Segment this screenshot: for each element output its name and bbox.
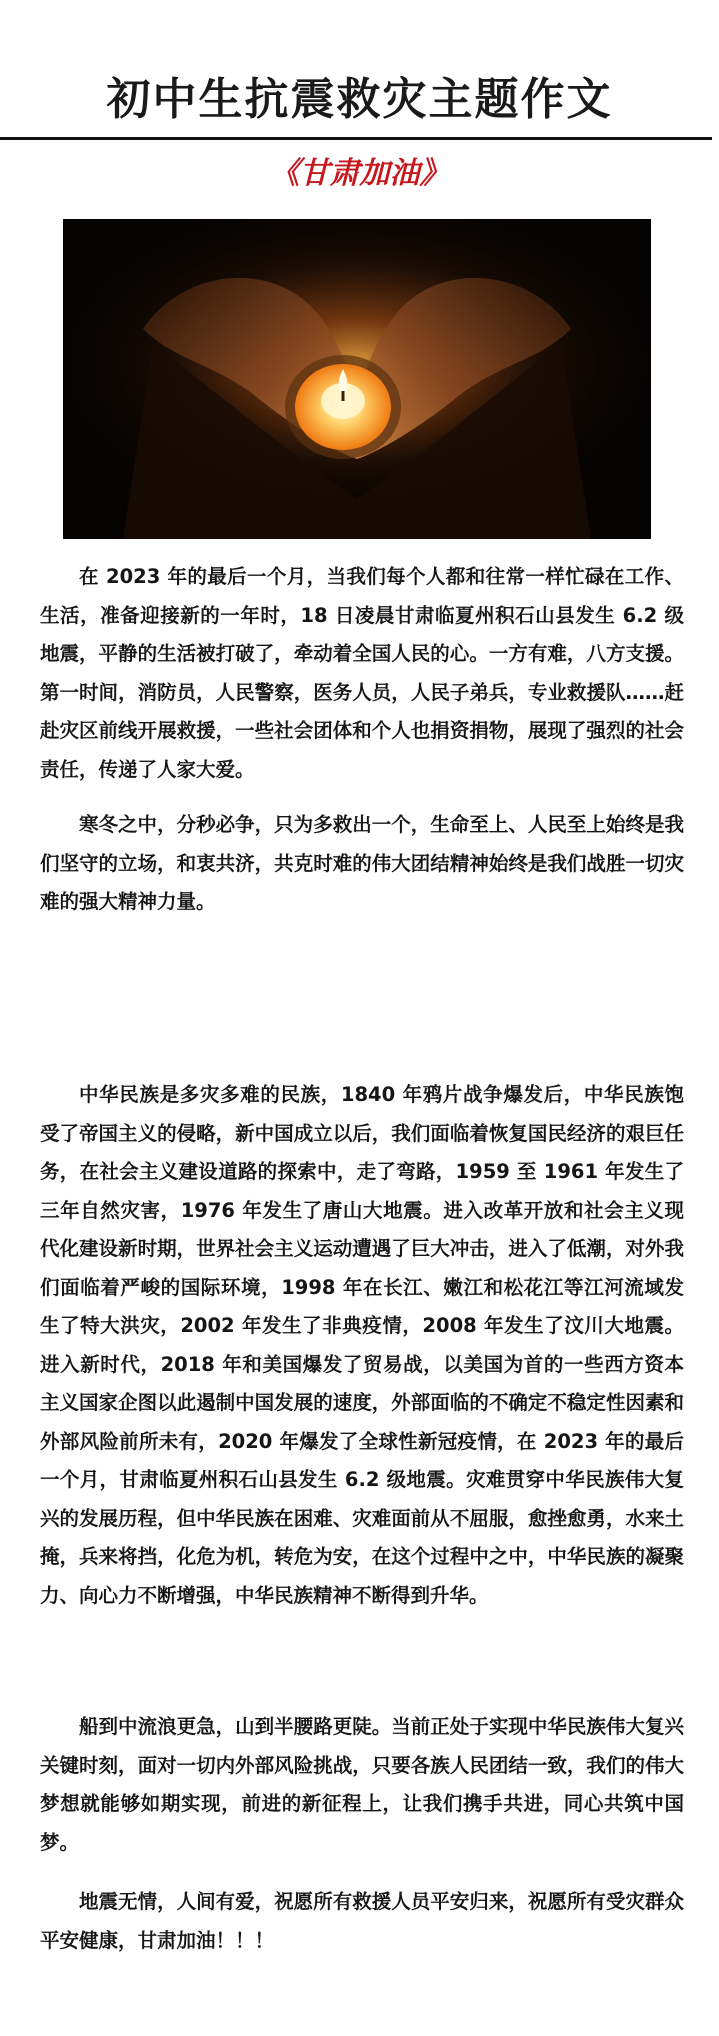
- paragraph-5: [40, 1883, 684, 1960]
- paragraph-3-text: 中华民族是多灾多难的民族，1840 年鸦片战争爆发后，中华民族饱受了帝国主义的侵略，新中国成立以后，我们面临着恢复国民经济的艰巨任务，在社会主义建设道路的探索中，走了弯路，1959 至 1961 年发生了三年自然灾害，1976 年发生了唐山大地震。进入改革开放和社会主义现代化建设新时期，世界社会主义运动遭遇了巨大冲击，进入了低潮，对外我们面临着严峻的国际环境，1998 年在长江、嫩江和松花江等江河流域发生了特大洪灾，2002 年发生了非典疫情，2008 年发生了汶川大地震。进入新时代，2018 年和美国爆发了贸易战，以美国为首的一些西方资本主义国家企图以此遏制中国发展的速度，外部面临的不确定不稳定性因素和外部风险前所未有，2020 年爆发了全球性新冠疫情，在 2023 年的最后一个月，甘肃临夏州积石山县发生 6.2 级地震。灾难贯穿中华民族伟大复兴的发展历程，但中华民族在困难、灾难面前从不屈服，愈挫愈勇，水来土掩，兵来将挡，化危为机，转危为安，在这个过程中之中，中华民族的凝聚力、向心力不断增强，中华民族精神不断得到升华。: [40, 1083, 684, 1607]
- paragraph-2: [40, 806, 684, 922]
- paragraph-3: [40, 1076, 684, 1615]
- paragraph-1-text: 在 2023 年的最后一个月，当我们每个人都和往常一样忙碌在工作、生活，准备迎接新的一年时，18 日凌晨甘肃临夏州积石山县发生 6.2 级地震，平静的生活被打破了，牵动着全国人民的心。一方有难，八方支援。第一时间，消防员，人民警察，医务人员，人民子弟兵，专业救援队……赶赴灾区前线开展救援，一些社会团体和个人也捐资捐物，展现了强烈的社会责任，传递了人家大爱。: [40, 565, 684, 781]
- document-title: 初中生抗震救灾主题作文: [106, 74, 613, 125]
- paragraph-5-text: 地震无情，人间有爱，祝愿所有救援人员平安归来，祝愿所有受灾群众平安健康，甘肃加油！！！: [40, 1890, 684, 1952]
- paragraph-4-text: 船到中流浪更急，山到半腰路更陡。当前正处于实现中华民族伟大复兴关键时刻，面对一切内外部风险挑战，只要各族人民团结一致，我们的伟大梦想就能够如期实现，前进的新征程上，让我们携手共进，同心共筑中国梦。: [40, 1715, 684, 1854]
- paragraph-4: [40, 1708, 684, 1862]
- paragraph-1: [40, 558, 684, 789]
- candle-heart-hands-photo: [63, 219, 651, 539]
- title-divider: [0, 137, 712, 140]
- paragraph-2-text: 寒冬之中，分秒必争，只为多救出一个，生命至上、人民至上始终是我们坚守的立场，和衷共济，共克时难的伟大团结精神始终是我们战胜一切灾难的强大精神力量。: [40, 813, 684, 913]
- candle-heart-hands-icon: [63, 219, 651, 539]
- document-subtitle: 《甘肃加油》: [269, 156, 450, 191]
